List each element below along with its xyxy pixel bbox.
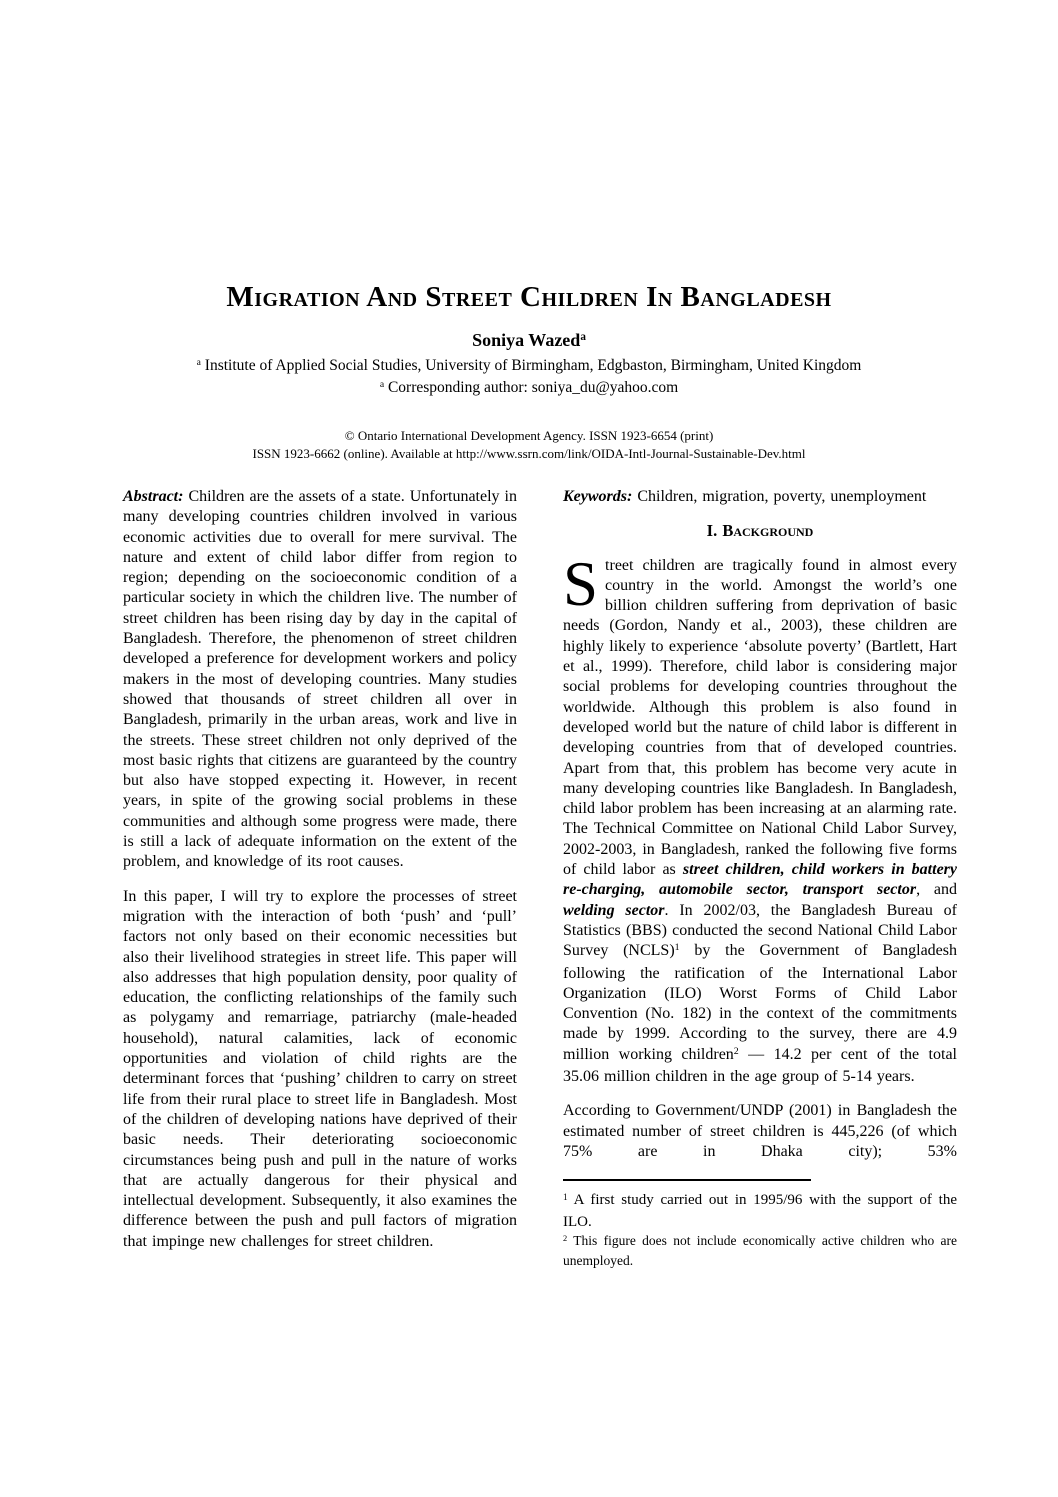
corresponding-author [0,379,1058,397]
footnote-2 [563,1232,957,1270]
abstract-label: Abstract: [123,488,184,505]
background-paragraph-2: According to Government/UNDP (2001) in Bangladesh the estimated number of street children is 445,226 (of which 75% are in Dhaka city); 53% [563,1102,957,1160]
background-p1-run3: . In 2002/03, the Bangladesh Bureau of Statistics (BBS) conducted the second National Child Labor Survey (NCLS) [563,901,957,960]
copyright-line-1: © Ontario International Development Agency. ISSN 1923-6654 (print) [344,428,714,443]
background-p1-emphasis-2: welding sector [563,901,665,919]
author-affiliation-mark: a [580,331,586,344]
affiliation-mark: a [196,357,201,369]
background-p1-run2: , and [916,881,957,899]
background-p1-run5: — 14.2 per cent of the total 35.06 million children in the age group of 5-14 years. [563,1045,957,1086]
copyright-block [0,427,1058,463]
left-column [123,487,517,1270]
author-affiliation [0,357,1058,375]
abstract-paragraph [123,487,517,873]
corresponding-mark: a [379,379,385,391]
section-heading-background: I. Background [706,521,814,541]
footnote-2-text: This figure does not include economically active children who are unemployed. [563,1233,957,1269]
footnotes-block [563,1179,957,1270]
abstract-paragraph-2: In this paper, I will try to explore the processes of street migration with the interaction of both ‘push’ and ‘pull’ factors not only based on their economic necessities but also their livelihood strategies in street life. This paper will also addresses that high population density, poor quality of education, the conflicting relationships of the family such as polygamy and remarriage, patriarchy (male-headed household), natural calamities, lack of economic opportunities and violation of child rights are the determinant forces that ‘pushing’ children to carry on street life from their rural place to street life in Bangladesh. Most of the children of developing nations have deprived of their basic needs. Their deteriorating socioeconomic circumstances being push and pull in the nature of works that are actually dangerous for their physical and intellectual development. Subsequently, it also examines the difference between the push and pull factors of migration that impinge new challenges for street children. [123,887,517,1250]
footnote-1-marker: 1 [563,1192,568,1203]
corresponding-text: Corresponding author: soniya_du@yahoo.com [384,379,679,396]
abstract-text: Children are the assets of a state. Unfortunately in many developing countries children involved in various economic activities due to overall for mere survival. The nature and extent of child labor differ from region to region; depending on the socioeconomic condition of a particular society in which the children live. The number of street children has been rising day by day in the capital of Bangladesh. Therefore, the phenomenon of street children developed a preference for development workers and policy makers in the most of developing countries. Many studies showed that thousands of street children all over in Bangladesh, primarily in the urban areas, work and live in the streets. These street children not only deprived of the most basic rights that citizens are guaranteed by the country but also have stopped expecting it. However, in recent years, in spite of the growing social problems in these communities and although some progress were made, there is still a lack of adequate information on the extent of the problem, and knowledge of its root causes. [123,488,517,871]
drop-cap: S [563,548,599,619]
paper-title: Migration And Street Children In Bangladesh [226,281,832,314]
footnote-1-text: A first study carried out in 1995/96 with the support of the ILO. [563,1192,957,1231]
footnote-separator-rule [563,1179,811,1181]
background-p1-emphasis-1: street children, child workers in battery re-charging, automobile sector, transport sector [563,861,958,899]
right-column [563,487,957,1270]
copyright-line-2: ISSN 1923-6662 (online). Available at http://www.ssrn.com/link/OIDA-Intl-Journal-Sustainable-Dev.html [252,446,806,461]
keywords-label: Keywords: [563,488,633,505]
background-paragraph-1 [563,548,958,1088]
footnote-ref-2: 2 [733,1045,739,1057]
two-column-body [123,487,957,1270]
footnote-ref-1: 1 [674,942,680,954]
keywords-text: Children, migration, poverty, unemployment [632,488,927,505]
author-line [0,330,1058,351]
footnote-1 [563,1190,957,1232]
background-p1-run4: by the Government of Bangladesh following the ratification of the International Labor Organization (ILO) Worst Forms of Child Labor Convention (No. 182) in the context of the commitments made by 1999. According to the survey, there are 4.9 million working children [563,942,958,1063]
keywords-paragraph [563,487,957,507]
background-p1-run1: treet children are tragically found in almost every country in the world. Amongst the world’s one billion children suffering from deprivation of basic needs (Gordon, Nandy et al., 2003), these children are highly likely to experience ‘absolute poverty’ (Bartlett, Hart et al., 1999). Therefore, child labor is considering major social problems for developing countries throughout the worldwide. Although this problem is also found in developed world but the nature of child labor is different in developing countries from that of developed countries. Apart from that, this problem has become very acute in many developing countries like Bangladesh. In Bangladesh, child labor problem has been increasing at an alarming rate. The Technical Committee on National Child Labor Survey, 2002-2003, in Bangladesh, ranked the following five forms of child labor as [563,556,957,879]
author-name: Soniya Wazed [472,330,581,350]
footnote-2-marker: 2 [563,1234,568,1244]
affiliation-text: Institute of Applied Social Studies, University of Birmingham, Edgbaston, Birmingham, United Kingdom [200,357,862,374]
